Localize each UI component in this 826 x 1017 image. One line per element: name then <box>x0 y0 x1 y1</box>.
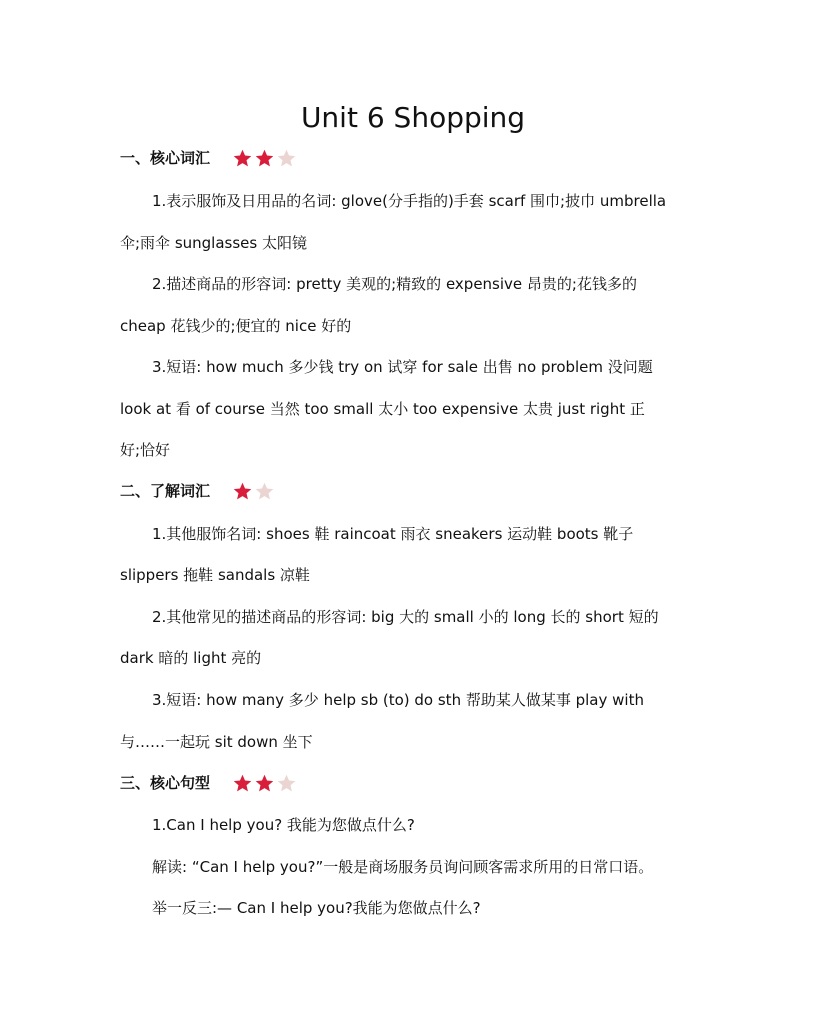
star-full-icon <box>232 481 253 502</box>
star-faded-icon <box>276 773 297 794</box>
text-line: 3.短语: how much 多少钱 try on 试穿 for sale 出售 no problem 没问题 <box>152 358 653 376</box>
text-line: 1.表示服饰及日用品的名词: glove(分手指的)手套 scarf 围巾;披巾 umbrella <box>152 192 667 210</box>
text-line: 好;恰好 <box>120 441 171 459</box>
section-heading <box>120 147 720 169</box>
text-line: 1.Can I help you? 我能为您做点什么? <box>152 816 415 834</box>
text-line: 举一反三:— Can I help you?我能为您做点什么? <box>152 899 481 917</box>
section-heading-text: 三、核心句型 <box>120 774 211 792</box>
text-line: 1.其他服饰名词: shoes 鞋 raincoat 雨衣 sneakers 运动鞋 boots 靴子 <box>152 525 634 543</box>
section-heading <box>120 772 720 794</box>
star-faded-icon <box>254 481 275 502</box>
section-heading <box>120 480 720 502</box>
text-line: 2.其他常见的描述商品的形容词: big 大的 small 小的 long 长的 short 短的 <box>152 608 659 626</box>
star-full-icon <box>232 148 253 169</box>
text-line: 3.短语: how many 多少 help sb (to) do sth 帮助某人做某事 play with <box>152 691 644 709</box>
text-line: slippers 拖鞋 sandals 凉鞋 <box>120 566 310 584</box>
text-line: cheap 花钱少的;便宜的 nice 好的 <box>120 317 352 335</box>
rating-stars <box>232 772 297 794</box>
text-line: 解读: “Can I help you?”一般是商场服务员询问顾客需求所用的日常口语。 <box>152 858 654 876</box>
star-full-icon <box>254 773 275 794</box>
text-line: 伞;雨伞 sunglasses 太阳镜 <box>120 234 307 252</box>
rating-stars <box>232 147 297 169</box>
text-line: 2.描述商品的形容词: pretty 美观的;精致的 expensive 昂贵的;花钱多的 <box>152 275 637 293</box>
text-line: 与……一起玩 sit down 坐下 <box>120 733 313 751</box>
star-full-icon <box>254 148 275 169</box>
page-title: Unit 6 Shopping <box>300 101 526 134</box>
rating-stars <box>232 480 275 502</box>
star-faded-icon <box>276 148 297 169</box>
section-heading-text: 二、了解词汇 <box>120 482 211 500</box>
section-heading-text: 一、核心词汇 <box>120 149 211 167</box>
text-line: dark 暗的 light 亮的 <box>120 649 262 667</box>
text-line: look at 看 of course 当然 too small 太小 too expensive 太贵 just right 正 <box>120 400 645 418</box>
star-full-icon <box>232 773 253 794</box>
